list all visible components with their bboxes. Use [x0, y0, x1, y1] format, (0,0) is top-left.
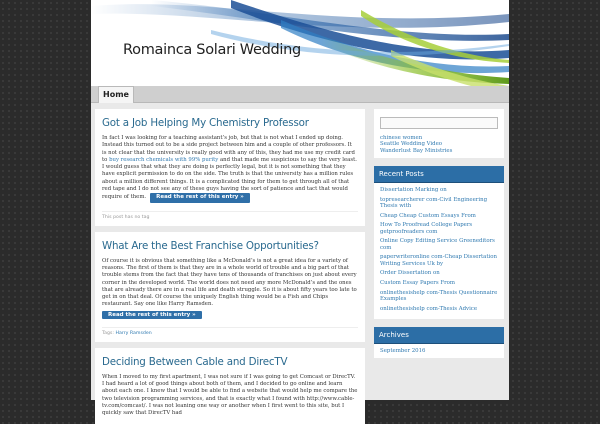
sidebar-link[interactable]: chinese women	[380, 135, 423, 141]
site-title[interactable]: Romainca Solari Wedding	[123, 42, 301, 58]
search-input[interactable]	[380, 117, 498, 129]
post-title[interactable]: Deciding Between Cable and DirecTV	[102, 355, 288, 368]
post-text: In fact I was looking for a teaching assistant’s job, but that is not what I ended up doing. Instead this turned out to be a side project between him and a couple of other professors. It is not clear that the university is really good with any of this, they had me use my credit card to	[102, 135, 355, 163]
main-content	[95, 109, 365, 417]
recent-posts-heading: Recent Posts	[374, 166, 504, 183]
recent-post-link[interactable]: Dissertation Marking on	[380, 187, 447, 194]
post-tags-label: Tags:	[102, 330, 116, 336]
post-tags-label: This post has no tag	[102, 214, 150, 220]
post	[95, 232, 365, 342]
post-title[interactable]: What Are the Best Franchise Opportunities?	[102, 239, 319, 252]
sidebar-link[interactable]: Wanderlust Bay Ministries	[380, 147, 453, 154]
post-tag-link[interactable]: Harry Ramsden	[115, 330, 152, 336]
post	[95, 109, 365, 226]
site-header	[91, 0, 509, 86]
recent-posts-widget	[374, 166, 504, 319]
post-meta	[102, 211, 358, 220]
read-more-button[interactable]: Read the rest of this entry »	[102, 311, 202, 319]
post-excerpt	[102, 135, 358, 203]
archive-link[interactable]: September 2016	[380, 348, 426, 355]
sidebar-link[interactable]: Seattle Wedding Video	[380, 141, 443, 148]
recent-post-link[interactable]: topresearcherer com-Civil Engineering Thesis with	[380, 196, 488, 210]
link-list	[380, 135, 498, 154]
page-wrapper	[91, 0, 509, 417]
archives-widget	[374, 327, 504, 358]
post-title[interactable]: Got a Job Helping My Chemistry Professor	[102, 117, 309, 129]
recent-post-link[interactable]: How To Proofread College Papers getproofreaders com	[380, 222, 473, 235]
recent-posts-list	[374, 183, 504, 319]
recent-post-link[interactable]: paperwriteronline com-Cheap Dissertation Writing Services Uk by	[380, 254, 497, 267]
nav-item-home[interactable]: Home	[98, 86, 134, 103]
post-excerpt: Of course it is obvious that something like a McDonald’s is not a great idea for a variety of reasons. The first of them is that they are in a whole world of trouble and a big part of that trouble stems from the fact that they have tens of thousands of franchises on just about every corner in the developed world. The world does not need any more McDonald’s and the ones that are already there are in a real life and death struggle. So it is about fifty years too late to get in on that deal. Of course the uniquely English thing would be a Fish and Chips restaurant. Say one like Harry Ramsden.	[102, 257, 357, 308]
recent-post-link[interactable]: Order Dissertation on	[380, 270, 440, 277]
recent-post-link[interactable]: Cheap Cheap Custom Essays From	[380, 212, 476, 219]
sidebar	[374, 109, 504, 366]
recent-post-link[interactable]: onlinethesishelp com-Thesis Advice	[380, 305, 478, 312]
recent-post-link[interactable]: Custom Essay Papers From	[380, 280, 456, 286]
post-meta	[102, 327, 358, 336]
post-text: and that made me suspicious to say the very least. I would guess that what they are doing is perfectly legal, but it is not something that they have explicit permission to do on the side. The truth is that the university has a million rules about a million different things. It is a complicated thing for them to get through all of that red tape and I do not see any of these guys having the sort of patience and tact that would require of them.	[102, 156, 357, 201]
recent-post-link[interactable]: Online Copy Editing Service Greeneditors com	[380, 238, 495, 251]
recent-post-link[interactable]: onlinethesishelp com-Thesis Questionnaire Examples	[380, 289, 498, 302]
post	[95, 348, 365, 424]
post-excerpt: When I moved to my first apartment, I was not sure if I was going to get Comcast or DirecTV. I had heard a lot of good things about both of them, and I decided to go online and learn about each one. I knew that I would be able to find a website that would help me compare the two television programming services, and that is exactly what I found with http://www.cable-tv.com/comcast/. I was not leaning one way or another when I first went to this site, but I quickly saw that DirecTV had	[102, 373, 358, 417]
read-more-button[interactable]: Read the rest of this entry »	[150, 193, 250, 202]
post-inline-link[interactable]: buy research chemicals with 99% purity	[109, 156, 219, 163]
main-navigation	[91, 86, 509, 103]
links-widget	[374, 109, 504, 158]
archives-heading: Archives	[374, 327, 504, 344]
